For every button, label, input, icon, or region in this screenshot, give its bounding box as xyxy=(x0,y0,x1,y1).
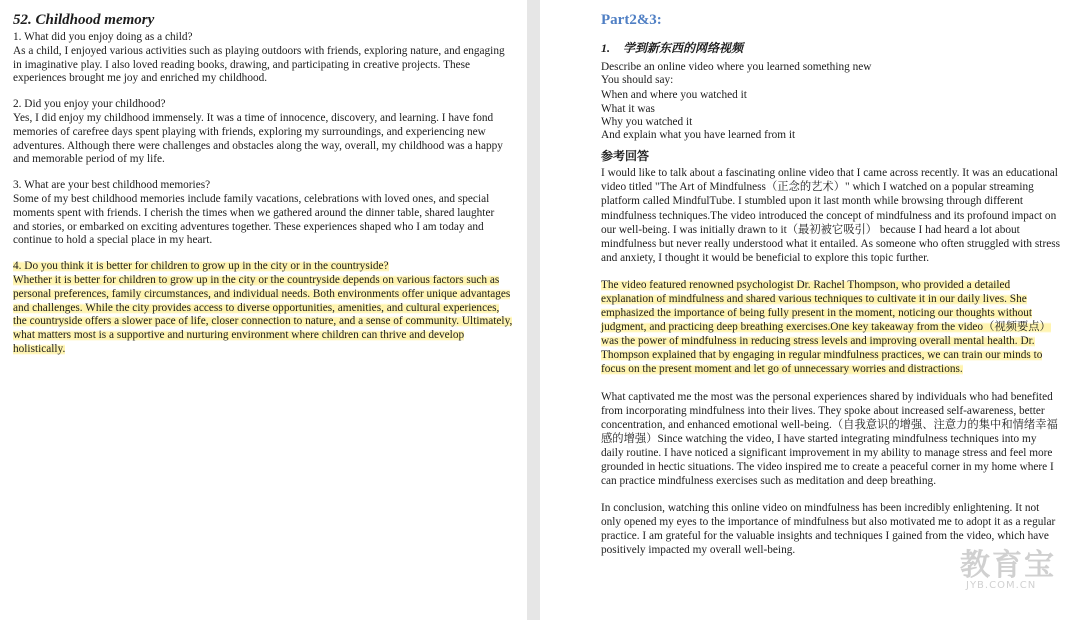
prompt-line-4: What it was xyxy=(601,102,655,115)
paragraph-3: What captivated me the most was the personal experiences shared by individuals who had benefited from incorporating mindfulness into their lives. They spoke about increased self-awareness, better concentration, and enhanced emotional well-being.（自我意识的增强、注意力的集中和情绪幸福感的增强）Since watching the video, I have started integrating mindfulness techniques into my daily routine. I have noticed a significant improvement in my ability to manage stress and feel more grounded in hectic situations. The video inspired me to create a peaceful corner in my home where I can practice mindfulness exercises such as meditation and deep breathing. xyxy=(601,390,1058,488)
topic-title: 学到新东西的网络视频 xyxy=(623,41,744,55)
watermark-text: 教育宝 xyxy=(960,548,1056,583)
watermark-logo xyxy=(958,538,1078,602)
prompt-line-6: And explain what you have learned from it xyxy=(601,129,796,142)
answer-1: As a child, I enjoyed various activities such as playing outdoors with friends, exploring nature, and engaging in imaginative play. I also loved reading books, drawing, and participating in creative projects. These experiences brought me joy and enriched my childhood. xyxy=(13,44,505,85)
answer-4-text: Whether it is better for children to grow up in the city or the countryside depends on various factors such as personal preferences, family circumstances, and individual needs. Both environments offer unique advantages and challenges. While the city provides access to diverse opportunities, amenities, and cultural experiences, the countryside offers a slower pace of life, closer connection to nature, and a sense of community. Ultimately, what matters most is a supportive and nurturing environment where children can thrive and develop holistically. xyxy=(13,273,513,355)
page-title: 52. Childhood memory xyxy=(13,12,155,28)
question-4-text: 4. Do you think it is better for children to grow up in the city or in the countryside? xyxy=(13,260,389,273)
prompt-line-5: Why you watched it xyxy=(601,115,693,128)
paragraph-1: I would like to talk about a fascinating online video that I came across recently. It was an educational video titled "The Art of Mindfulness（正念的艺术）" which I watched on a popular streaming platform called MindfulTube. I stumbled upon it last month while browsing through different mindfulness techniques.The video introduced the concept of mindfulness and its profound impact on our well-being. I was initially drawn to it（最初被它吸引） because I had heard a lot about mindfulness but never really understood what it entailed. As someone who often struggled with stress and anxiety, I thought it would be beneficial to explore this topic further. xyxy=(601,167,1061,264)
paragraph-2-text: The video featured renowned psychologist Dr. Rachel Thompson, who provided a detailed explanation of mindfulness and shared various techniques to cultivate it in our daily lives. She emphasized the importance of being fully present in the moment, noticing our thoughts without judgment, and practicing deep breathing exercises.One key takeaway from the video（视频要点） was the power of mindfulness in reducing stress levels and improving overall mental health. Dr. Thompson explained that by engaging in regular mindfulness practices, we can train our minds to focus on the present moment and let go of unnecessary worries and distractions. xyxy=(601,278,1051,376)
right-page xyxy=(540,0,1080,620)
qa-item-1 xyxy=(13,31,513,86)
question-1: 1. What did you enjoy doing as a child? xyxy=(13,31,193,43)
prompt-line-2: You should say: xyxy=(601,74,674,87)
qa-item-4 xyxy=(13,260,513,357)
paragraph-4: In conclusion, watching this online video on mindfulness has been incredibly enlightening. It not only opened my eyes to the importance of mindfulness but also motivated me to adopt it as a regular practice. I am grateful for the valuable insights and techniques I gained from the video, which have positively impacted my overall well-being. xyxy=(601,502,1056,557)
reference-heading: 参考回答 xyxy=(601,149,650,164)
paragraph-2 xyxy=(601,278,1060,377)
question-2: 2. Did you enjoy your childhood? xyxy=(13,98,166,111)
question-4 xyxy=(13,260,513,274)
prompt-line-3: When and where you watched it xyxy=(601,89,747,102)
topic-heading xyxy=(601,41,1060,56)
answer-2: Yes, I did enjoy my childhood immensely. It was a time of innocence, discovery, and learning. I have fond memories of carefree days spent playing with friends, exploring my surroundings, and experiencing new adventures. Although there were challenges and obstacles along the way, overall, my childhood was a happy and memorable period of my life. xyxy=(13,111,503,166)
prompt-line-1: Describe an online video where you learned something new xyxy=(601,61,872,73)
watermark-subtext: JYB.COM.CN xyxy=(966,580,1037,591)
part-title: Part2&3: xyxy=(601,12,662,28)
qa-item-2 xyxy=(13,98,513,167)
qa-item-3 xyxy=(13,179,513,248)
question-3: 3. What are your best childhood memories? xyxy=(13,179,211,192)
answer-4 xyxy=(13,274,513,357)
left-page xyxy=(0,0,527,620)
topic-number: 1. xyxy=(601,41,610,55)
answer-3: Some of my best childhood memories include family vacations, celebrations with loved ones, and special moments spent with friends. I cherish the times when we gathered around the dinner table, shared laughter and stories, or embarked on exciting adventures together. These experiences shaped who I am today and continue to hold a special place in my heart. xyxy=(13,192,495,247)
